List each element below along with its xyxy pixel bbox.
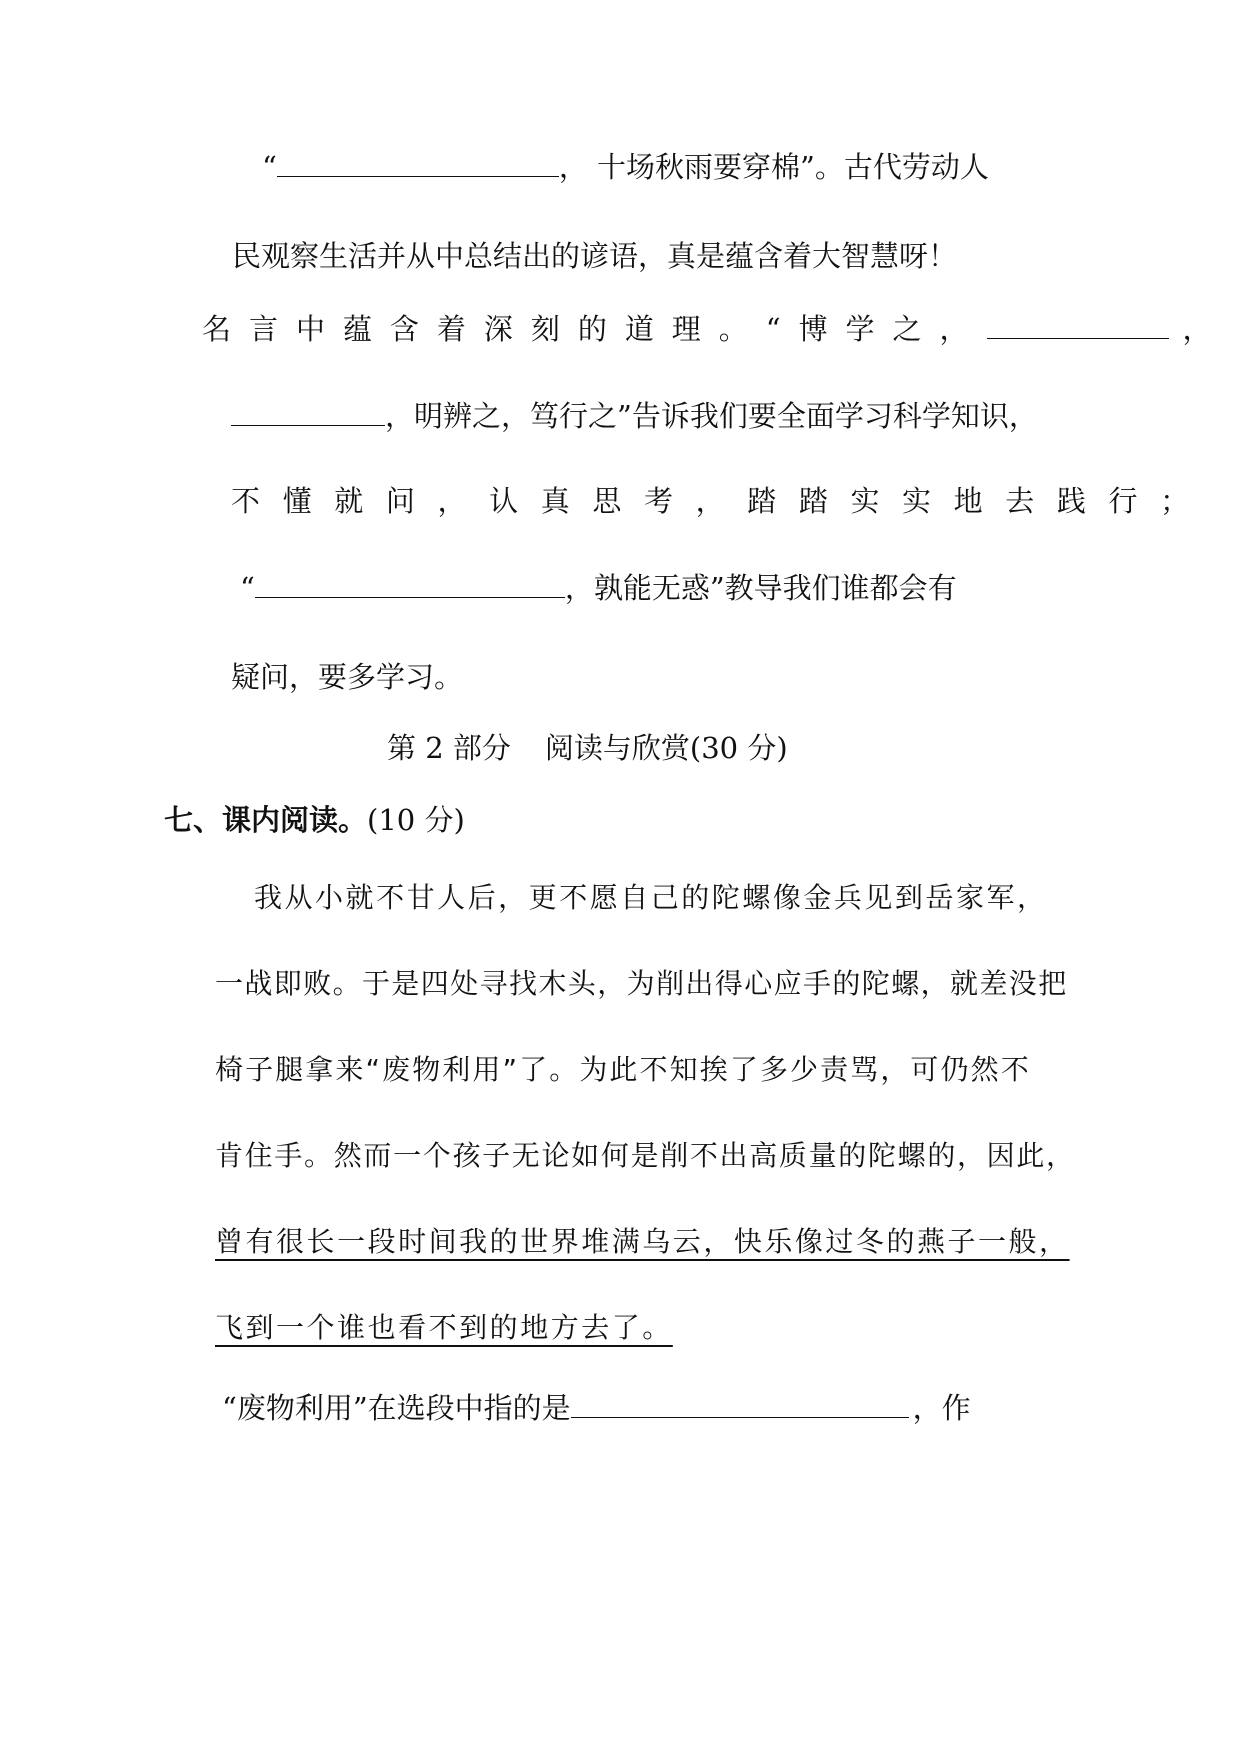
underlined-line-2: [215, 1308, 673, 1348]
answer-blank-question[interactable]: [571, 1387, 909, 1418]
answer-blank-quote-2[interactable]: [231, 395, 385, 426]
quote-intro: 名言中蕴含着深刻的道理。“博学之，: [202, 312, 987, 346]
quote-conclusion: 疑问，要多学习。: [231, 660, 464, 694]
passage-text-4: 肯住手。然而一个孩子无论如何是削不出高质量的陀螺的，因此，: [215, 1139, 1076, 1172]
part-2-subtitle: 阅读与欣赏(30 分): [544, 731, 788, 765]
quote-line-5: [231, 657, 463, 697]
part-2-title: [387, 728, 788, 768]
underlined-sentence-1: 曾有很长一段时间我的世界堆满乌云，快乐像过冬的燕子一般，: [215, 1225, 1070, 1258]
answer-blank-quote-1[interactable]: [987, 308, 1169, 339]
comma: ，: [1182, 312, 1230, 346]
passage-text-2: 一战即败。于是四处寻找木头，为削出得心应手的陀螺，就差没把: [215, 967, 1068, 1000]
quote-explanation: 不懂就问，认真思考，踏踏实实地去践行；: [231, 484, 1212, 518]
underlined-sentence-2: 飞到一个谁也看不到的地方去了。: [215, 1311, 673, 1344]
proverb-line-1: [262, 146, 989, 187]
quote-4-text: ，孰能无惑”教导我们谁都会有: [564, 571, 957, 605]
passage-text-3: 椅子腿拿来“废物利用”了。为此不知挨了多少责骂，可仍然不: [215, 1053, 1031, 1086]
answer-blank-quote-3[interactable]: [255, 567, 565, 598]
passage-line-4: [215, 1136, 1076, 1176]
proverb-continuation: 民观察生活并从中总结出的谚语，真是蕴含着大智慧呀！: [232, 239, 958, 273]
passage-text-1: 我从小就不甘人后，更不愿自己的陀螺像金兵见到岳家军，: [254, 881, 1048, 914]
answer-blank-proverb[interactable]: [277, 146, 559, 177]
quote-continuation: ，明辨之，笃行之”告诉我们要全面学习科学知识，: [385, 399, 1038, 433]
passage-line-3: [215, 1050, 1031, 1090]
quote-line-3: [231, 481, 1212, 521]
passage-line-1: [254, 878, 1048, 918]
question-continuation: ，作: [912, 1391, 971, 1425]
section-7-heading: [164, 800, 465, 840]
passage-line-2: [215, 964, 1068, 1004]
question-line: [222, 1387, 971, 1428]
part-2-label: 第 2 部分: [387, 731, 511, 765]
quote-line-1: [202, 308, 1229, 349]
open-quote: “: [262, 150, 277, 184]
quote-line-4: [240, 567, 957, 608]
section-7-title: 七、课内阅读。: [164, 803, 368, 837]
question-text: “废物利用”在选段中指的是: [222, 1391, 571, 1425]
quote-line-2: [231, 395, 1038, 436]
proverb-line-2: [232, 236, 957, 276]
underlined-line-1: [215, 1222, 1070, 1262]
section-7-points: (10 分): [367, 803, 465, 837]
open-quote-2: “: [240, 571, 255, 605]
proverb-text: ， 十场秋雨要穿棉”。古代劳动人: [558, 150, 989, 184]
